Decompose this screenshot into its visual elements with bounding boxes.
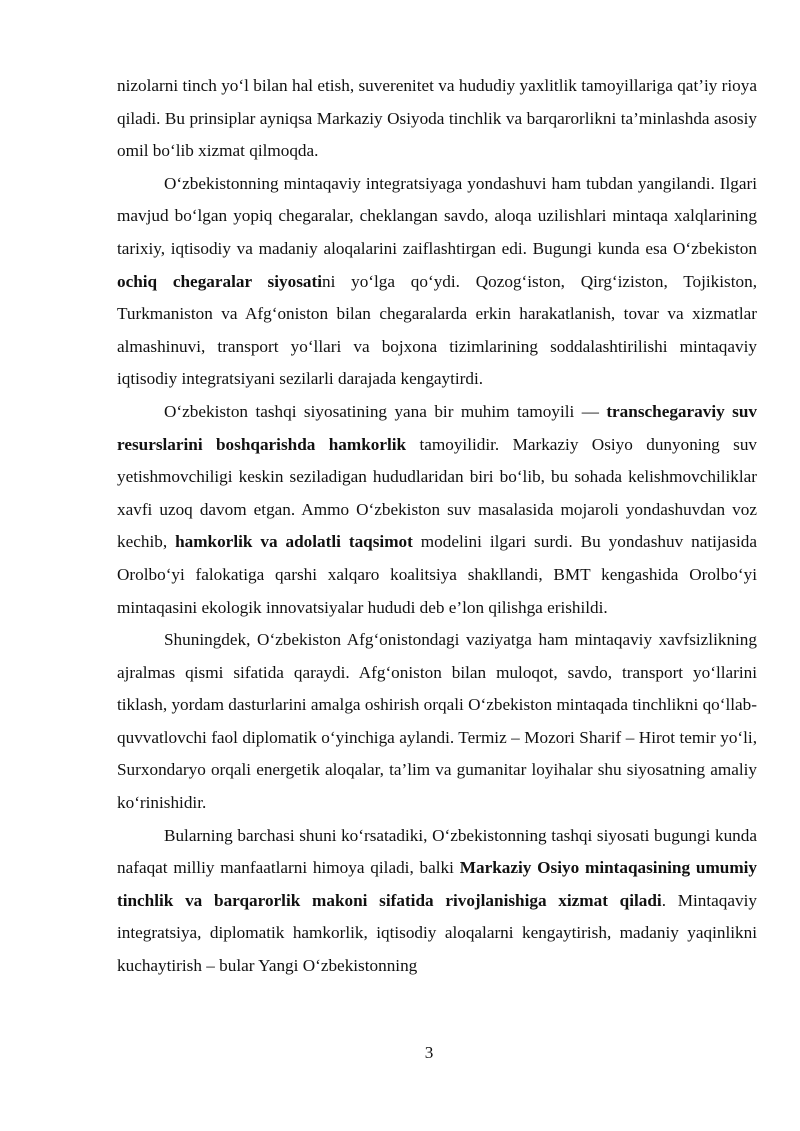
bold-phrase: ochiq chegaralar siyosati: [117, 271, 322, 291]
paragraph-text: modelini ilgari surdi. Bu yondashuv natijasida Orolbo‘yi falokatiga qarshi xalqaro koalitsiya shakllandi, BMT kengashida Orolbo‘yi mintaqasini ekologik innovatsiyalar hududi deb e’lon qilishga erishildi.: [117, 532, 757, 617]
paragraph-1: [117, 70, 757, 168]
paragraph-5: [117, 820, 757, 983]
paragraph-text: ni yo‘lga qo‘ydi. Qozog‘iston, Qirg‘iziston, Tojikiston, Turkmaniston va Afg‘oniston bilan chegaralarda erkin harakatlanish, tovar va xizmatlar almashinuvi, transport yo‘llari va bojxona tizimlarining soddalashtirilishi mintaqaviy iqtisodiy integratsiyani sezilarli darajada kengaytirdi.: [117, 271, 757, 389]
paragraph-2: [117, 168, 757, 396]
bold-phrase: hamkorlik va adolatli taqsimot: [175, 532, 413, 552]
paragraph-4: [117, 624, 757, 820]
paragraph-text: O‘zbekiston tashqi siyosatining yana bir muhim tamoyili —: [164, 401, 607, 421]
paragraph-3: [117, 396, 757, 624]
paragraph-text: O‘zbekistonning mintaqaviy integratsiyaga yondashuvi ham tubdan yangilandi. Ilgari mavjud bo‘lgan yopiq chegaralar, cheklangan savdo, aloqa uzilishlari mintaqa xalqlarining tarixiy, iqtisodiy va madaniy aloqalarini zaiflashtirgan edi. Bugungi kunda esa O‘zbekiston: [117, 173, 757, 258]
paragraph-text: tamoyilidir. Markaziy Osiyo dunyoning suv yetishmovchiligi keskin seziladigan hududlaridan biri bo‘lib, bu sohada kelishmovchiliklar xavfi uzoq davom etgan. Ammo O‘zbekiston suv masalasida mojaroli yondashuvdan voz kechib,: [117, 434, 758, 552]
paragraph-text: Shuningdek, O‘zbekiston Afg‘onistondagi vaziyatga ham mintaqaviy xavfsizlikning ajralmas qismi sifatida qaraydi. Afg‘oniston bilan muloqot, savdo, transport yo‘llarini tiklash, yordam dasturlarini amalga oshirish orqali O‘zbekiston mintaqada tinchlikni qo‘llab-quvvatlovchi faol diplomatik o‘yinchiga aylandi. Termiz – Mozori Sharif – Hirot temir yo‘li, Surxondaryo orqali energetik aloqalar, ta’lim va gumanitar loyihalar shu siyosatning amaliy ko‘rinishidir.: [117, 630, 757, 813]
page-number: 3: [424, 1043, 434, 1062]
document-body: [117, 70, 757, 983]
bold-phrase: transchegaraviy suv resurslarini boshqarishda hamkorlik: [117, 401, 757, 454]
paragraph-text: Bularning barchasi shuni ko‘rsatadiki, O‘zbekistonning tashqi siyosati bugungi kunda nafaqat milliy manfaatlarni himoya qiladi, balki: [117, 825, 757, 878]
paragraph-text: . Mintaqaviy integratsiya, diplomatik hamkorlik, iqtisodiy aloqalarni kengaytirish, madaniy yaqinlikni kuchaytirish – bular Yangi O‘zbekistonning: [117, 890, 757, 976]
bold-phrase: Markaziy Osiyo mintaqasining umumiy tinchlik va barqarorlik makoni sifatida rivojlanishiga xizmat qiladi: [117, 858, 758, 910]
paragraph-text: nizolarni tinch yo‘l bilan hal etish, suverenitet va hududiy yaxlitlik tamoyillariga qat’iy rioya qiladi. Bu prinsiplar ayniqsa Markaziy Osiyoda tinchlik va barqarorlikni ta’minlashda asosiy omil bo‘lib xizmat qilmoqda.: [117, 76, 757, 161]
